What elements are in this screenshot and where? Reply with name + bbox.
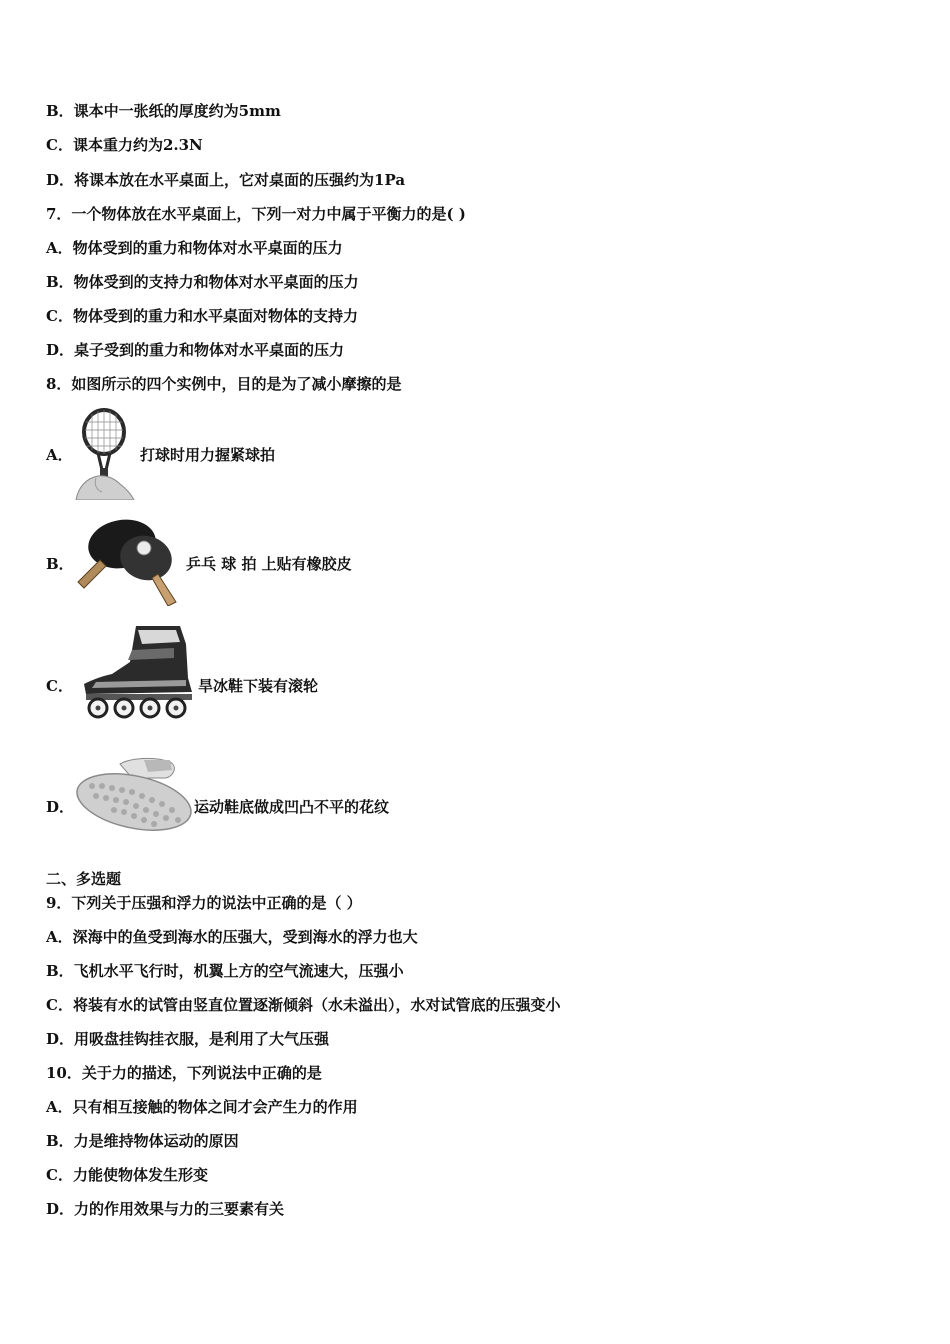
q9-option-a: A．深海中的鱼受到海水的压强大，受到海水的浮力也大	[46, 928, 418, 946]
ping-pong-paddles-icon	[74, 514, 184, 606]
q10-option-a: A．只有相互接触的物体之间才会产生力的作用	[46, 1098, 358, 1116]
q9-stem: 9．下列关于压强和浮力的说法中正确的是（ ）	[46, 894, 362, 912]
prev-option-d: D．将课本放在水平桌面上，它对桌面的压强约为1Pa	[46, 171, 406, 189]
q9-option-d: D．用吸盘挂钩挂衣服，是利用了大气压强	[46, 1030, 330, 1048]
q7-option-d: D．桌子受到的重力和物体对水平桌面的压力	[46, 341, 345, 359]
q8-option-b-letter: B．	[46, 555, 74, 573]
q8-option-b-text: 乒乓 球 拍 上贴有橡胶皮	[186, 555, 352, 573]
prev-option-c: C．课本重力约为2.3N	[46, 136, 203, 154]
q8-option-a-letter: A．	[46, 446, 73, 464]
q8-option-d-text: 运动鞋底做成凹凸不平的花纹	[194, 798, 390, 816]
q8-option-c-letter: C．	[46, 677, 73, 695]
q7-option-c: C．物体受到的重力和水平桌面对物体的支持力	[46, 307, 358, 325]
q10-stem: 10．关于力的描述，下列说法中正确的是	[46, 1064, 322, 1082]
q10-option-c: C．力能使物体发生形变	[46, 1166, 208, 1184]
section-heading: 二、多选题	[46, 870, 122, 888]
q8-option-c-text: 旱冰鞋下装有滚轮	[198, 677, 319, 695]
q9-option-c: C．将装有水的试管由竖直位置逐渐倾斜（水未溢出），水对试管底的压强变小	[46, 996, 561, 1014]
sneaker-sole-icon	[74, 756, 194, 836]
q7-option-b: B．物体受到的支持力和物体对水平桌面的压力	[46, 273, 359, 291]
q9-option-b: B．飞机水平飞行时，机翼上方的空气流速大，压强小	[46, 962, 404, 980]
q7-stem: 7．一个物体放在水平桌面上，下列一对力中属于平衡力的是( )	[46, 205, 466, 223]
q8-option-a-text: 打球时用力握紧球拍	[140, 446, 276, 464]
roller-skate-icon	[76, 622, 196, 722]
q10-option-d: D．力的作用效果与力的三要素有关	[46, 1200, 285, 1218]
q10-option-b: B．力是维持物体运动的原因	[46, 1132, 239, 1150]
q8-option-d-letter: D．	[46, 798, 75, 816]
prev-option-b: B．课本中一张纸的厚度约为5mm	[46, 102, 281, 120]
q7-option-a: A．物体受到的重力和物体对水平桌面的压力	[46, 239, 343, 257]
q8-stem: 8．如图所示的四个实例中，目的是为了减小摩擦的是	[46, 375, 402, 393]
tennis-racket-icon	[72, 408, 138, 500]
